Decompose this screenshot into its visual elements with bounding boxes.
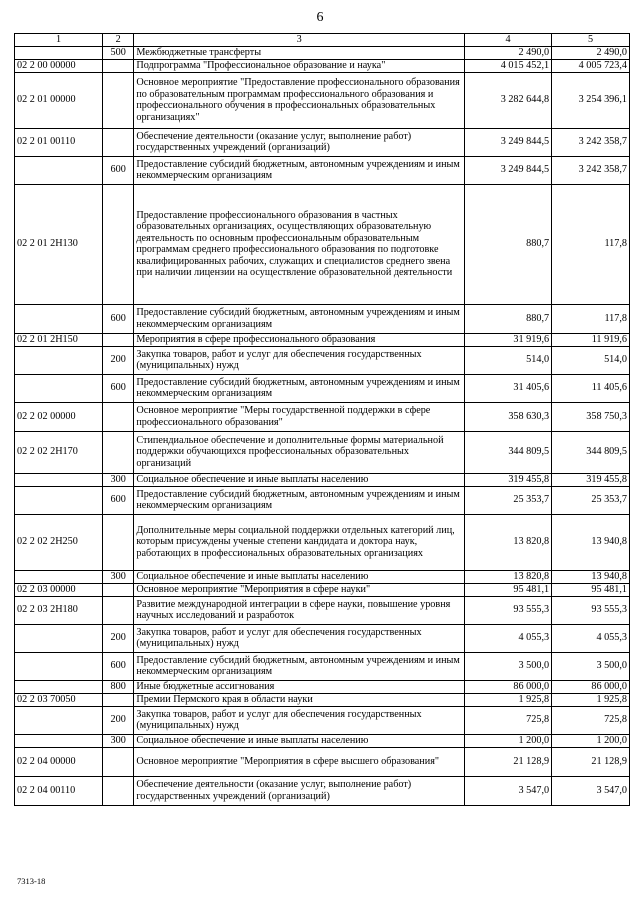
row-name: Подпрограмма "Профессиональное образование и наука" (134, 59, 465, 72)
row-value-1: 344 809,5 (465, 431, 552, 473)
row-expense-type (103, 693, 134, 706)
row-code (15, 304, 103, 333)
page-number: 6 (316, 10, 324, 25)
row-value-1: 95 481,1 (465, 583, 552, 596)
row-code: 02 2 04 00110 (15, 776, 103, 805)
row-value-1: 514,0 (465, 346, 552, 374)
row-name: Иные бюджетные ассигнования (134, 680, 465, 693)
row-value-2: 514,0 (552, 346, 630, 374)
row-name: Межбюджетные трансферты (134, 46, 465, 59)
row-code: 02 2 02 00000 (15, 402, 103, 431)
row-code: 02 2 04 00000 (15, 747, 103, 776)
row-expense-type: 600 (103, 374, 134, 402)
table-row (15, 776, 630, 805)
table-row (15, 652, 630, 680)
table-row (15, 473, 630, 486)
row-name: Основное мероприятие "Предоставление профессионального образования по образовательным программам профессионального образования и профессионального обучения в профессиональных образовательных организациях" (134, 72, 465, 128)
row-value-1: 358 630,3 (465, 402, 552, 431)
table-row (15, 59, 630, 72)
row-value-1: 725,8 (465, 706, 552, 734)
row-value-1: 880,7 (465, 184, 552, 304)
row-code: 02 2 01 00000 (15, 72, 103, 128)
row-value-2: 86 000,0 (552, 680, 630, 693)
row-value-2: 2 490,0 (552, 46, 630, 59)
row-value-1: 13 820,8 (465, 570, 552, 583)
row-expense-type (103, 59, 134, 72)
row-code: 02 2 03 2Н180 (15, 596, 103, 624)
table-row (15, 570, 630, 583)
column-header: 5 (552, 34, 630, 47)
row-name: Развитие международной интеграции в сфере науки, повышение уровня научных исследований и разработок (134, 596, 465, 624)
row-code (15, 624, 103, 652)
row-value-2: 4 055,3 (552, 624, 630, 652)
row-value-1: 3 249 844,5 (465, 156, 552, 184)
table-row (15, 72, 630, 128)
column-header: 1 (15, 34, 103, 47)
table-row (15, 402, 630, 431)
row-code (15, 473, 103, 486)
row-value-1: 13 820,8 (465, 514, 552, 570)
row-name: Предоставление субсидий бюджетным, автономным учреждениям и иным некоммерческим организациям (134, 652, 465, 680)
row-value-2: 13 940,8 (552, 514, 630, 570)
row-expense-type: 300 (103, 570, 134, 583)
row-name: Социальное обеспечение и иные выплаты населению (134, 734, 465, 747)
row-name: Обеспечение деятельности (оказание услуг, выполнение работ) государственных учреждений (организаций) (134, 776, 465, 805)
row-code (15, 680, 103, 693)
row-expense-type: 300 (103, 473, 134, 486)
row-value-2: 1 925,8 (552, 693, 630, 706)
row-value-2: 117,8 (552, 304, 630, 333)
row-name: Социальное обеспечение и иные выплаты населению (134, 473, 465, 486)
row-value-2: 4 005 723,4 (552, 59, 630, 72)
row-value-2: 3 500,0 (552, 652, 630, 680)
row-expense-type (103, 402, 134, 431)
row-code: 02 2 03 70050 (15, 693, 103, 706)
table-row (15, 583, 630, 596)
budget-table (14, 33, 630, 806)
row-expense-type (103, 128, 134, 156)
row-value-2: 25 353,7 (552, 486, 630, 514)
row-code: 02 2 03 00000 (15, 583, 103, 596)
row-value-1: 880,7 (465, 304, 552, 333)
row-value-2: 3 242 358,7 (552, 128, 630, 156)
row-name: Закупка товаров, работ и услуг для обеспечения государственных (муниципальных) нужд (134, 346, 465, 374)
row-value-2: 11 919,6 (552, 333, 630, 346)
table-row (15, 486, 630, 514)
row-expense-type: 600 (103, 156, 134, 184)
row-value-1: 1 200,0 (465, 734, 552, 747)
row-expense-type: 600 (103, 652, 134, 680)
row-value-2: 3 242 358,7 (552, 156, 630, 184)
row-value-2: 1 200,0 (552, 734, 630, 747)
row-code (15, 652, 103, 680)
table-row (15, 184, 630, 304)
row-expense-type (103, 72, 134, 128)
row-name: Основное мероприятие "Мероприятия в сфере науки" (134, 583, 465, 596)
table-row (15, 680, 630, 693)
row-name: Предоставление субсидий бюджетным, автономным учреждениям и иным некоммерческим организациям (134, 374, 465, 402)
row-name: Основное мероприятие "Меры государственной поддержки в сфере профессионального образования" (134, 402, 465, 431)
row-value-1: 2 490,0 (465, 46, 552, 59)
row-expense-type: 300 (103, 734, 134, 747)
row-expense-type (103, 431, 134, 473)
row-value-1: 31 919,6 (465, 333, 552, 346)
row-name: Предоставление субсидий бюджетным, автономным учреждениям и иным некоммерческим организациям (134, 156, 465, 184)
row-value-2: 21 128,9 (552, 747, 630, 776)
row-value-1: 25 353,7 (465, 486, 552, 514)
table-row (15, 514, 630, 570)
row-expense-type (103, 583, 134, 596)
row-code: 02 2 02 2Н170 (15, 431, 103, 473)
row-code: 02 2 01 2Н130 (15, 184, 103, 304)
row-expense-type: 600 (103, 486, 134, 514)
row-expense-type (103, 333, 134, 346)
row-expense-type (103, 596, 134, 624)
row-name: Предоставление субсидий бюджетным, автономным учреждениям и иным некоммерческим организациям (134, 486, 465, 514)
row-name: Обеспечение деятельности (оказание услуг, выполнение работ) государственных учреждений (организаций) (134, 128, 465, 156)
row-value-1: 31 405,6 (465, 374, 552, 402)
table-row (15, 624, 630, 652)
table-row (15, 693, 630, 706)
row-expense-type (103, 776, 134, 805)
table-row (15, 734, 630, 747)
row-name: Закупка товаров, работ и услуг для обеспечения государственных (муниципальных) нужд (134, 706, 465, 734)
column-header: 4 (465, 34, 552, 47)
row-value-1: 3 500,0 (465, 652, 552, 680)
table-row (15, 304, 630, 333)
row-code (15, 346, 103, 374)
row-value-1: 21 128,9 (465, 747, 552, 776)
row-name: Стипендиальное обеспечение и дополнительные формы материальной поддержки обучающихся профессиональных образовательных организаций (134, 431, 465, 473)
column-header: 2 (103, 34, 134, 47)
table-row (15, 156, 630, 184)
row-value-2: 725,8 (552, 706, 630, 734)
row-code (15, 706, 103, 734)
row-expense-type: 500 (103, 46, 134, 59)
row-name: Дополнительные меры социальной поддержки отдельных категорий лиц, которым присуждены ученые степени кандидата и доктора наук, работающих в профессиональных образовательных организациях (134, 514, 465, 570)
row-value-1: 86 000,0 (465, 680, 552, 693)
row-value-2: 358 750,3 (552, 402, 630, 431)
row-name: Закупка товаров, работ и услуг для обеспечения государственных (муниципальных) нужд (134, 624, 465, 652)
table-row (15, 596, 630, 624)
row-name: Предоставление субсидий бюджетным, автономным учреждениям и иным некоммерческим организациям (134, 304, 465, 333)
row-expense-type: 200 (103, 706, 134, 734)
row-code: 02 2 02 2Н250 (15, 514, 103, 570)
row-name: Основное мероприятие "Мероприятия в сфере высшего образования" (134, 747, 465, 776)
row-value-1: 4 055,3 (465, 624, 552, 652)
row-code (15, 486, 103, 514)
row-code: 02 2 00 00000 (15, 59, 103, 72)
table-row (15, 747, 630, 776)
row-code: 02 2 01 00110 (15, 128, 103, 156)
table-row (15, 374, 630, 402)
row-name: Мероприятия в сфере профессионального образования (134, 333, 465, 346)
row-name: Социальное обеспечение и иные выплаты населению (134, 570, 465, 583)
table-row (15, 431, 630, 473)
row-code (15, 46, 103, 59)
table-row (15, 706, 630, 734)
row-value-1: 3 282 644,8 (465, 72, 552, 128)
row-expense-type: 200 (103, 624, 134, 652)
row-expense-type (103, 747, 134, 776)
table-row (15, 346, 630, 374)
row-expense-type (103, 514, 134, 570)
row-value-2: 13 940,8 (552, 570, 630, 583)
row-code (15, 734, 103, 747)
row-value-2: 117,8 (552, 184, 630, 304)
row-code (15, 156, 103, 184)
row-code (15, 570, 103, 583)
table-row (15, 128, 630, 156)
row-value-1: 3 547,0 (465, 776, 552, 805)
table-row (15, 46, 630, 59)
row-value-2: 11 405,6 (552, 374, 630, 402)
row-expense-type: 600 (103, 304, 134, 333)
column-header: 3 (134, 34, 465, 47)
row-value-1: 1 925,8 (465, 693, 552, 706)
row-value-1: 4 015 452,1 (465, 59, 552, 72)
row-expense-type: 200 (103, 346, 134, 374)
row-expense-type: 800 (103, 680, 134, 693)
row-value-2: 3 254 396,1 (552, 72, 630, 128)
row-value-2: 93 555,3 (552, 596, 630, 624)
row-expense-type (103, 184, 134, 304)
row-value-2: 3 547,0 (552, 776, 630, 805)
footer-code: 7313-18 (17, 876, 46, 886)
row-code (15, 374, 103, 402)
row-value-1: 93 555,3 (465, 596, 552, 624)
row-value-1: 319 455,8 (465, 473, 552, 486)
row-code: 02 2 01 2Н150 (15, 333, 103, 346)
row-value-2: 344 809,5 (552, 431, 630, 473)
row-value-2: 319 455,8 (552, 473, 630, 486)
row-name: Предоставление профессионального образования в частных образовательных организациях, осуществляющих образовательную деятельность по основным профессиональным образовательным программам среднего профессионального образования по подготовке квалифицированных рабочих, служащих и специалистов среднего звена при наличии лицензии на осуществление образовательной деятельности (134, 184, 465, 304)
table-row (15, 333, 630, 346)
row-name: Премии Пермского края в области науки (134, 693, 465, 706)
row-value-2: 95 481,1 (552, 583, 630, 596)
row-value-1: 3 249 844,5 (465, 128, 552, 156)
column-number-row (15, 34, 630, 47)
